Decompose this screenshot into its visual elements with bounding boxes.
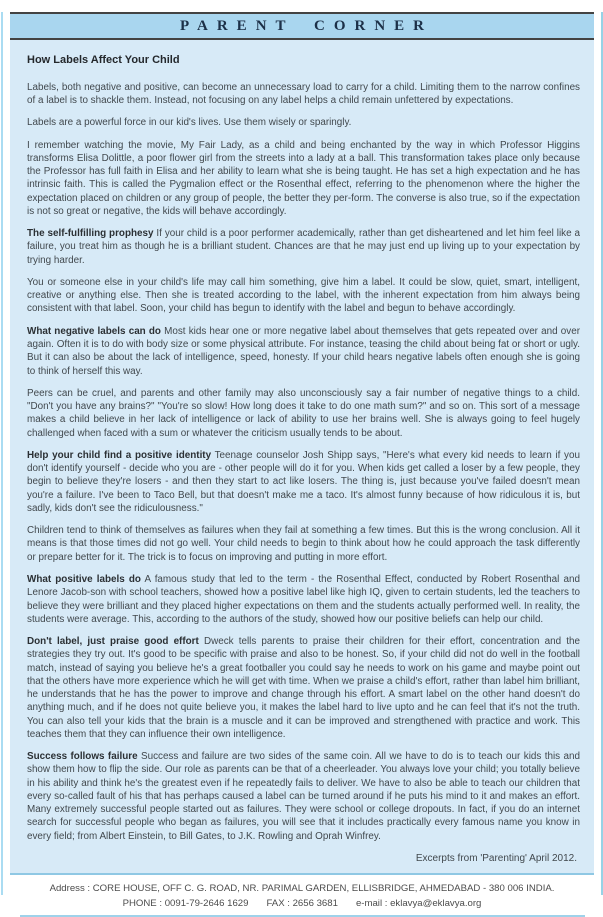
footer-address: Address : CORE HOUSE, OFF C. G. ROAD, NR. PARIMAL GARDEN, ELLISBRIDGE, AHMEDABAD - 380 006 INDIA. [49,883,555,895]
paragraph [27,524,580,564]
paragraph [27,81,580,108]
paragraph [27,387,580,440]
paragraph [27,116,580,129]
masthead-band [10,12,594,40]
paragraph [27,325,580,378]
paragraph-text: Most kids hear one or more negative label about themselves that gets repeated over and over again. Often it is to do with body size or some physical attribute. For instance, teasing the child about being fat or short or ugly. But it can also be about the lack of intelligence, speed, honesty. If your child hears negative labels often enough she is going to think of herself this way. [27,325,580,377]
paragraph-text: If your child is a poor performer academically, rather than get disheartened and let him feel like a failure, you treat him as though he is a brilliant student. Chances are that he may just end up living up to your expectation by trying harder. [27,228,580,266]
paragraph-text: Peers can be cruel, and parents and other family may also unconsciously say a fair number of negative things to a child. "Don't you have any brains?" "You're so slow! How long does it take to do one math sum?" and so on. This sort of a message makes a child believe in her lack of intelligence or lack of ability to use her brains well. She is always going to feel hugely challenged when faced with a sum or whatever the criticism usually tends to be about. [27,387,580,439]
paragraph-lead: The self-fulfilling prophesy [27,228,154,240]
paragraph-text: Children tend to think of themselves as failures when they fail at something a few times. But this is the wrong conclusion. All it means is that those times did not go well. Your child needs to begin to think about how he could approach the task differently or prepare better for it. The trick is to focus on improving and putting in more effort. [27,525,580,563]
footer-email: e-mail : eklavya@eklavya.org [355,897,482,909]
paragraph-text: Labels, both negative and positive, can become an unnecessary load to carry for a child. Limiting them to the narrow confines of a label is to shackle them. Instead, not focusing on any label helps a child remain unfettered by expectations. [27,81,580,106]
paragraph-lead: Help your child find a positive identity [27,449,212,461]
page-footer [10,875,594,914]
footer-phone: PHONE : 0091-79-2646 1629 [122,897,249,909]
paragraph [27,573,580,626]
paragraph-lead: Success follows failure [27,751,138,763]
paragraph-text: A famous study that led to the term - the Rosenthal Effect, conducted by Robert Rosenthal and Lenore Jacob-son with school teachers, showed how a positive label like high IQ, given to certain students, led the teachers to believe they were brilliant and they placed higher expectations on them and the students actually performed well. In reality, the students were average. This, according to the authors of the study, showed how our positive beliefs can help our child. [27,573,580,625]
page-content [10,12,594,917]
paragraph [27,750,580,843]
footer-contact-line [16,897,588,911]
paragraph-text: I remember watching the movie, My Fair Lady, as a child and being enchanted by the way in which Professor Higgins transforms Elisa Dolittle, a poor flower girl from the streets into a lady at a ball. This transformation takes place only because the Professor has full faith in Elisa and her ability to learn what she is being taught. He has set a high expectation and he has intrinsic faith. This is called the Pygmalion effect or the Rosenthal effect, referring to the phenomenon where the higher the expectation placed on children or any group of people, the better they per-form. The converse is also true, so if the expectation is not so great or negative, the kids will behave accordingly. [27,139,580,217]
paragraph-text: Dweck tells parents to praise their children for their effort, concentration and the strategies they try out. It's good to be specific with praise and also to be honest. So, if your child did not do well in the football match, instead of saying you believe he's a great footballer you could say he needs to work on his game and maybe point out that the others have more experience which he will get with time. When we praise a child's effort, rather than label him brilliant, he understands that he has the power to improve and change through his effort. A smart label on the other hand doesn't do anything much, and if he does not quite believe you, it makes the label hard to live upto and he can feel that it's not the truth. You can also tell your kids that the brain is a muscle and it can be improved and strengthened with practice and work. This teaches them that they can influence their own intelligence. [27,636,580,740]
paragraph [27,227,580,267]
article-body [10,40,594,875]
masthead-title: PARENT CORNER [179,17,434,34]
paragraph-lead: What positive labels do [27,573,141,585]
paragraph-lead: What negative labels can do [27,325,161,337]
paragraph-text: You or someone else in your child's life may call him something, give him a label. It could be slow, quiet, smart, intelligent, creative or anything else. Then she is treated according to the label, with the inherent expectation from him always being consistent with that label. Soon, your child has begun to identify with the label and begun to behave accordingly. [27,276,580,315]
page-left-edge-line [1,12,3,895]
paragraph [27,276,580,316]
footer-fax: FAX : 2656 3681 [266,897,338,909]
paragraph [27,635,580,741]
paragraph-lead: Don't label, just praise good effort [27,636,199,648]
paragraph-text: Teenage counselor Josh Shipp says, "Here's what every kid needs to learn if you don't identify yourself - decide who you are - other people will do it for you. When kids get called a loser by a few people, they begin to believe they're losers - and then they start to act like losers. The thing is, just because you've failed doesn't mean you're a failure. I've been to Taco Bell, but that doesn't make me a taco. It's almost funny because of how ridiculous it is, but sadly, kids don't see the ridiculousness." [27,449,580,514]
paragraph-text: Success and failure are two sides of the same coin. All we have to do is to teach our kids this and show them how to flip the side. Our role as parents can be that of a cheerleader. You always love your child; you totally believe in his ability and think he's the greatest even if he repeatedly fails to deliver. We have to also be able to teach our children that every so-called fault of his that has perhaps caused a label can be turned around if he puts his mind to it and makes an effort. Many extremely successful people started out as failures. They were school or college dropouts. In fact, if you do an internet search for successful people who began as failures, you will see that it includes practically every famous name you know in every field; from Albert Einstein, to Bill Gates, to J.K. Rowling and Oprah Winfrey. [27,751,580,842]
paragraph-text: Labels are a powerful force in our kid's lives. Use them wisely or sparingly. [27,117,352,129]
paragraph [27,449,580,515]
paragraph [27,139,580,219]
article-heading: How Labels Affect Your Child [27,54,180,66]
article-credit: Excerpts from 'Parenting' April 2012. [415,853,577,865]
